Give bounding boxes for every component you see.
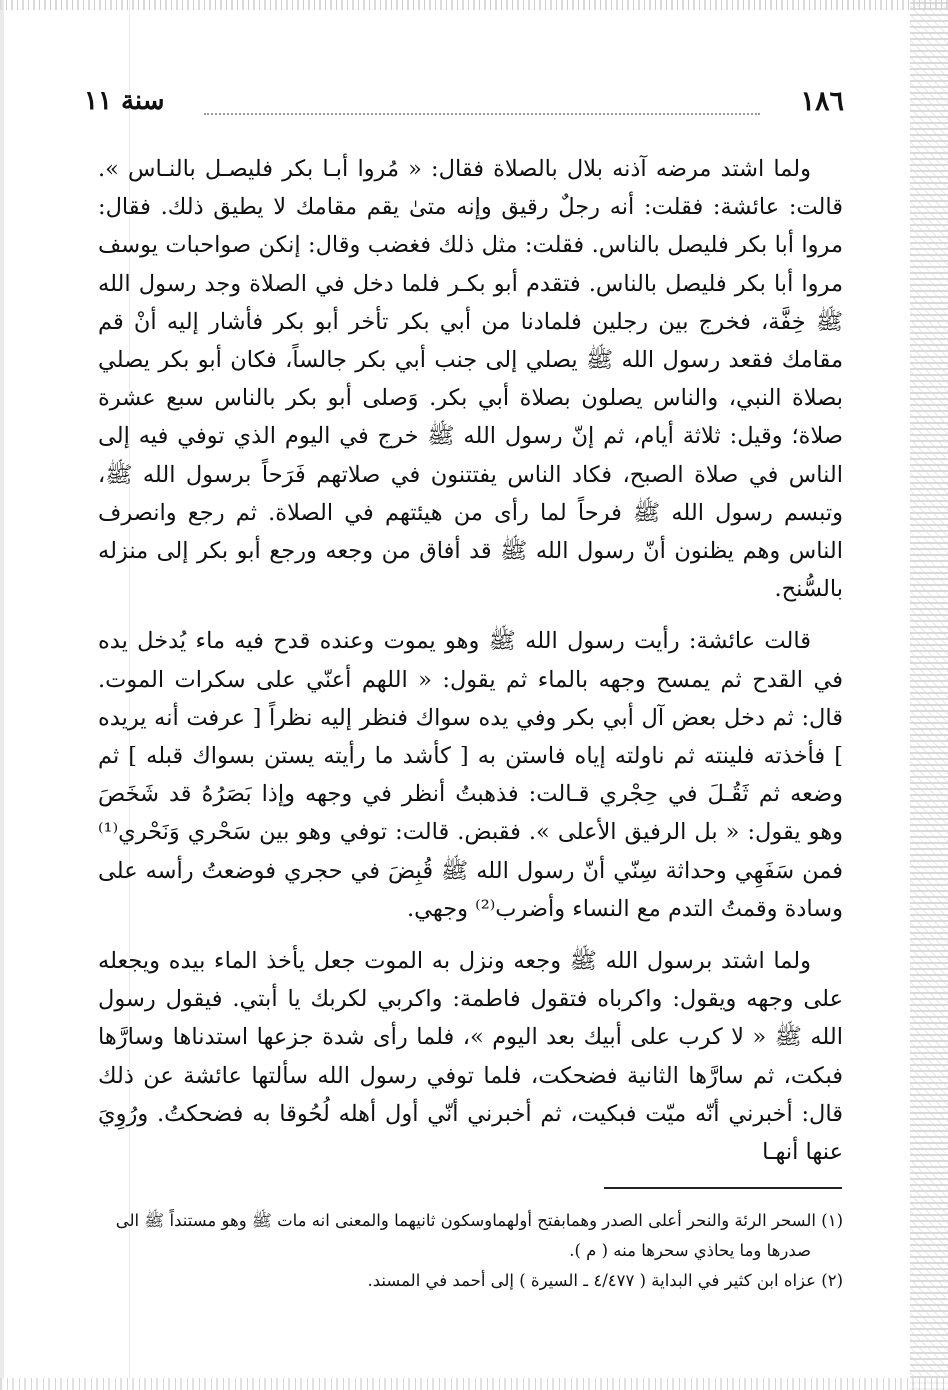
header-dotted-rule	[204, 113, 760, 115]
page-header	[84, 86, 844, 126]
left-scan-edge	[0, 0, 4, 1390]
body-text	[98, 150, 843, 1171]
paragraph-3: ولما اشتد برسول الله ﷺ وجعه ونزل به الموت جعل يأخذ الماء بيده ويجعله على وجهه ويقول: واكرباه فتقول فاطمة: واكربي لكربك يا أبتي. فيقول رسول الله ﷺ « لا كرب على أبيك بعد اليوم »، فلما رأى شدة جزعها استدناها وسارَّها فبكت، ثم سارَّها الثانية فضحكت، فلما توفي رسول الله سألتها عائشة عن ذلك قال: أخبرني أنّه ميّت فبكيت، ثم أخبرني أنّي أول أهله لُحُوقا به فضحكتُ. ورُوِيَ عنها أنهـا	[98, 948, 843, 1166]
right-scan-border	[910, 0, 948, 1390]
paragraph-1: ولما اشتد مرضه آذنه بلال بالصلاة فقال: « مُروا أبـا بكر فليصـل بالنـاس ». قالت: عائشة: فقلت: أنه رجلٌ رقيق وإنه متىٰ يقم مقامك لا يطيق ذلك. فقال: مروا أبا بكر فليصل بالناس. فقلت: مثل ذلك فغضب وقال: إنكن صواحبات يوسف مروا أبا بكر فليصل بالناس. فتقدم أبو بكـر فلما دخل في الصلاة وجد رسول الله ﷺ خِفَّة، فخرج بين رجلين فلمادنا من أبي بكر تأخر أبو بكر فأشار إليه أنْ قم مقامك فقعد رسول الله ﷺ يصلي إلى جنب أبي بكر جالساً، فكان أبو بكر يصلي بصلاة النبي، والناس يصلون بصلاة أبي بكر. وَصلى أبو بكر بالناس سبع عشرة صلاة؛ وقيل: ثلاثة أيام، ثم إنّ رسول الله ﷺ خرج في اليوم الذي توفي فيه إلى الناس في صلاة الصبح، فكاد الناس يفتتنون في صلاتهم فَرَحاً برسول الله ﷺ، وتبسم رسول الله ﷺ فرحاً لما رأى من هيئتهم في الصلاة. ثم رجع وانصرف الناس وهم يظنون أنّ رسول الله ﷺ قد أفاق من وجعه ورجع أبو بكر إلى منزله بالسُّنح.	[98, 156, 843, 603]
footnotes	[96, 1206, 843, 1296]
footnote-1-line-2: صدرها وما يحاذي سحرها منه ( م ).	[569, 1241, 811, 1260]
footnote-1-line-1: (١) السحر الرئة والنحر أعلى الصدر وهمابفتح أولهماوسكون ثانيهما والمعنى انه مات ﷺ وهو مستنداً ﷺ الى	[115, 1211, 843, 1230]
paragraph-2: قالت عائشة: رأيت رسول الله ﷺ وهو يموت وعنده قدح فيه ماء يُدخل يده في القدح ثم يمسح وجهه بالماء ثم يقول: « اللهم أعنّي على سكرات الموت. قال: ثم دخل بعض آل أبي بكر وفي يده سواك فنظر إليه نظراً [ عرفت أنه يريده ] فأخذته فلينته ثم ناولته إياه فاستن به [ كأشد ما رأيته يستن بسواك قبله ] ثم وضعه ثم ثَقُـلَ في حِجْري قـالت: فذهبتُ أنظر في وجهه وإذا بَصَرُهُ قد شَخَصَ وهو يقول: « بل الرفيق الأعلى ». فقبض. قالت: توفي وهو بين سَحْري وَنَحْري⁽¹⁾ فمن سَفَهِي وحداثة سِنّي أنّ رسول الله ﷺ قُبِضَ في حجري فوضعتُ رأسه على وسادة وقمتُ التدم مع النساء وأضرب⁽²⁾ وجهي.	[98, 628, 843, 922]
footnote-2: (٢) عزاه ابن كثير في البداية ( ٤/٤٧٧ ـ السيرة ) إلى أحمد في المسند.	[367, 1271, 843, 1290]
running-title: سنة ١١	[84, 86, 165, 116]
footnote-rule	[604, 1187, 842, 1189]
page-number: ١٨٦	[800, 86, 844, 117]
top-scan-border	[0, 0, 948, 10]
bottom-scan-border	[0, 1378, 948, 1390]
